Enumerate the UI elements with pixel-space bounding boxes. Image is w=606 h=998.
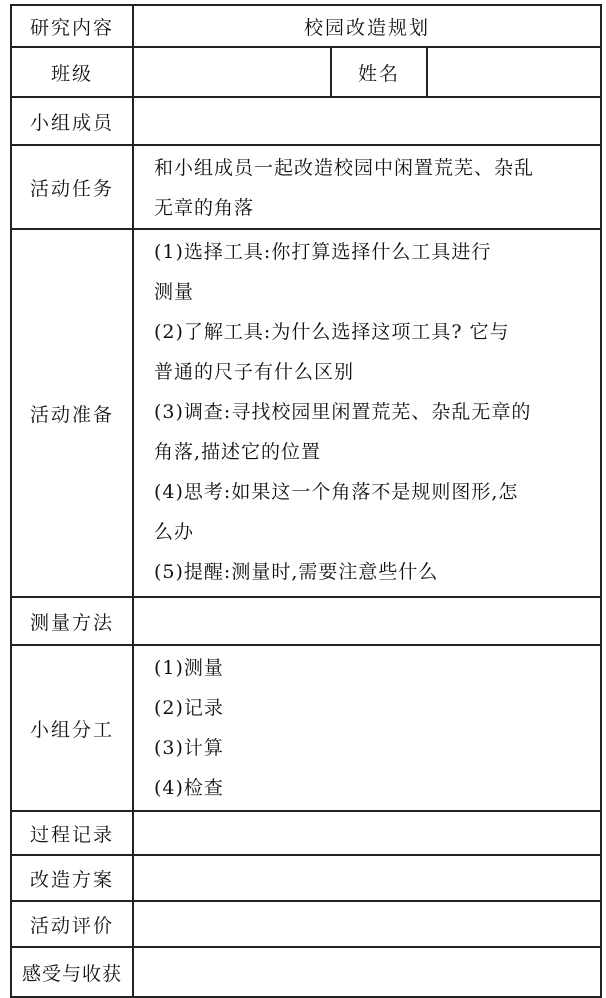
prep-line: (1)选择工具:你打算选择什么工具进行 [154,241,492,263]
field-group-members[interactable] [132,96,602,146]
content-group-division [132,644,602,812]
task-line: 和小组成员一起改造校园中闲置荒芜、杂乱 [154,157,535,179]
task-line: 无章的角落 [154,197,255,219]
field-feelings[interactable] [132,946,602,998]
row-activity-prep [10,228,602,598]
label-feelings: 感受与收获 [10,946,134,998]
prep-line: 普通的尺子有什么区别 [154,361,355,383]
field-renovation-plan[interactable] [132,854,602,902]
content-activity-prep [132,228,602,598]
row-renovation-plan [10,854,602,902]
field-measure-method[interactable] [132,596,602,646]
label-name: 姓名 [330,46,428,98]
label-activity-eval: 活动评价 [10,900,134,948]
row-class-name [10,46,602,98]
prep-line: (2)了解工具:为什么选择这项工具? 它与 [154,321,510,343]
row-research-content [10,4,602,48]
field-class[interactable] [132,46,332,98]
content-activity-task [132,144,602,230]
division-line: (2)记录 [154,697,224,719]
prep-line: 测量 [154,281,195,303]
division-line: (3)计算 [154,737,224,759]
division-line: (4)检查 [154,777,224,799]
value-research-content: 校园改造规划 [132,4,602,48]
row-activity-task [10,144,602,230]
prep-line: (4)思考:如果这一个角落不是规则图形,怎 [154,481,519,503]
row-process-record [10,810,602,856]
label-process-record: 过程记录 [10,810,134,856]
label-research-content: 研究内容 [10,4,134,48]
prep-line: 角落,描述它的位置 [154,441,322,463]
field-name[interactable] [426,46,602,98]
row-group-members [10,96,602,146]
label-renovation-plan: 改造方案 [10,854,134,902]
field-process-record[interactable] [132,810,602,856]
row-group-division [10,644,602,812]
label-group-division: 小组分工 [10,644,134,812]
row-feelings [10,946,602,998]
row-activity-eval [10,900,602,948]
prep-line: (5)提醒:测量时,需要注意些什么 [154,561,439,583]
label-activity-prep: 活动准备 [10,228,134,598]
label-measure-method: 测量方法 [10,596,134,646]
prep-line: 么办 [154,521,195,543]
prep-line: (3)调查:寻找校园里闲置荒芜、杂乱无章的 [154,401,532,423]
label-group-members: 小组成员 [10,96,134,146]
label-activity-task: 活动任务 [10,144,134,230]
label-class: 班级 [10,46,134,98]
division-line: (1)测量 [154,657,224,679]
field-activity-eval[interactable] [132,900,602,948]
row-measure-method [10,596,602,646]
